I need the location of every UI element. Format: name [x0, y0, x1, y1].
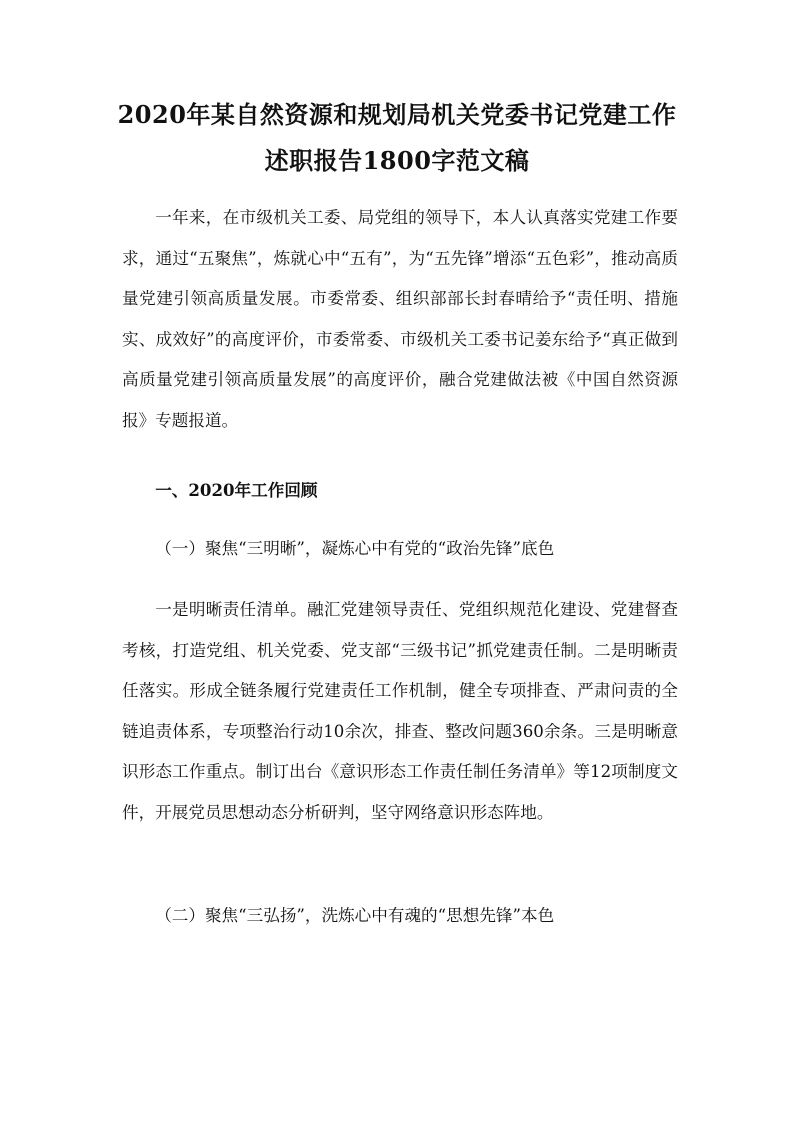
document-title-line-1: 2020年某自然资源和规划局机关党委书记党建工作: [117, 100, 677, 129]
subsection-1-paragraph: 一是明晰责任清单。融汇党建领导责任、党组织规范化建设、党建督查考核，打造党组、机关党委、党支部“三级书记”抓党建责任制。二是明晰责任落实。形成全链条履行党建责任工作机制，健全专项排查、严肃问责的全链追责体系，专项整治行动10余次，排查、整改问题360余条。三是明晰意识形态工作重点。制订出台《意识形态工作责任制任务清单》等12项制度文件，开展党员思想动态分析研判，坚守网络意识形态阵地。: [122, 600, 678, 822]
document-title-line-2: 述职报告1800字范文稿: [264, 146, 530, 175]
subsection-2-heading: （二）聚焦“三弘扬”，洗炼心中有魂的“思想先锋”本色: [155, 906, 555, 925]
intro-paragraph: 一年来，在市级机关工委、局党组的领导下，本人认真落实党建工作要求，通过“五聚焦”，炼就心中“五有”，为“五先锋”增添“五色彩”，推动高质量党建引领高质量发展。市委常委、组织部部长封春晴给予“责任明、措施实、成效好”的高度评价，市委常委、市级机关工委书记姜东给予“真正做到高质量党建引领高质量发展”的高度评价，融合党建做法被《中国自然资源报》专题报道。: [122, 208, 678, 430]
section-heading: 一、2020年工作回顾: [155, 480, 318, 500]
subsection-1-heading: （一）聚焦“三明晰”，凝炼心中有党的“政治先锋”底色: [155, 539, 555, 558]
